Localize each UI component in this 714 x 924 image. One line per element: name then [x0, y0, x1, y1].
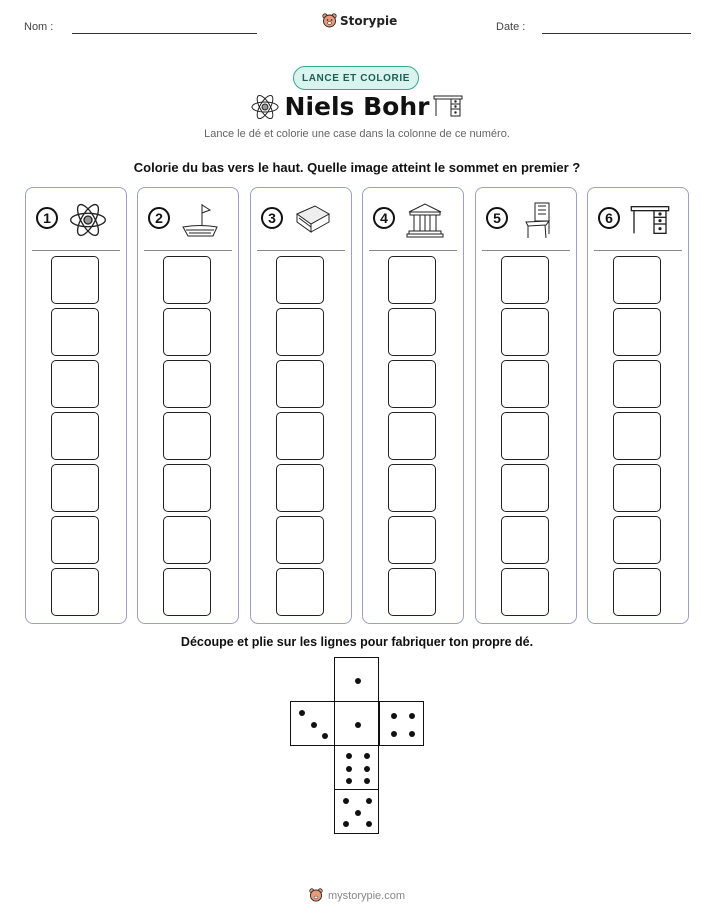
color-cell[interactable] [388, 256, 436, 304]
color-cell[interactable] [163, 516, 211, 564]
color-cell[interactable] [163, 568, 211, 616]
die-pip [343, 821, 349, 827]
color-cell[interactable] [501, 568, 549, 616]
bear-icon [322, 13, 337, 29]
die-pip [346, 766, 352, 772]
column-divider [32, 250, 120, 251]
museum-icon [405, 200, 445, 245]
brand-logo [322, 13, 397, 29]
color-cell[interactable] [613, 360, 661, 408]
die-pip [409, 713, 415, 719]
column-divider [482, 250, 570, 251]
subtitle: Lance le dé et colorie une case dans la colonne de ce numéro. [204, 128, 510, 140]
column-number: 6 [598, 207, 620, 229]
die-pip [364, 778, 370, 784]
name-line [72, 33, 257, 34]
color-cell[interactable] [163, 256, 211, 304]
column-divider [144, 250, 232, 251]
color-cell[interactable] [501, 464, 549, 512]
color-cell[interactable] [501, 412, 549, 460]
column-3 [250, 187, 352, 624]
color-cell[interactable] [613, 516, 661, 564]
name-label: Nom : [24, 21, 54, 33]
color-cell[interactable] [501, 256, 549, 304]
column-number: 2 [148, 207, 170, 229]
color-cell[interactable] [388, 568, 436, 616]
die-pip [322, 733, 328, 739]
color-cell[interactable] [388, 308, 436, 356]
die-pip [346, 753, 352, 759]
die-pip [355, 678, 361, 684]
activity-badge: LANCE ET COLORIE [293, 66, 419, 90]
color-cell[interactable] [388, 464, 436, 512]
column-number: 3 [261, 207, 283, 229]
column-1 [25, 187, 127, 624]
color-cell[interactable] [613, 308, 661, 356]
color-cell[interactable] [163, 308, 211, 356]
die-face-1 [334, 701, 379, 746]
color-cell[interactable] [51, 256, 99, 304]
column-2 [137, 187, 239, 624]
instruction: Colorie du bas vers le haut. Quelle image atteint le sommet en premier ? [133, 160, 581, 175]
die-pip [299, 710, 305, 716]
column-number: 4 [373, 207, 395, 229]
color-cell[interactable] [276, 568, 324, 616]
color-cell[interactable] [163, 464, 211, 512]
color-cell[interactable] [163, 412, 211, 460]
color-cell[interactable] [51, 516, 99, 564]
die-pip [343, 798, 349, 804]
color-cell[interactable] [501, 516, 549, 564]
color-cell[interactable] [163, 360, 211, 408]
footer-url: mystorypie.com [327, 889, 406, 902]
die-pip [391, 731, 397, 737]
color-cell[interactable] [51, 412, 99, 460]
die-face-6 [334, 745, 379, 790]
color-cell[interactable] [51, 360, 99, 408]
die-pip [355, 722, 361, 728]
die-pip [391, 713, 397, 719]
color-cell[interactable] [388, 412, 436, 460]
die-pip [355, 810, 361, 816]
atom-icon [68, 200, 108, 245]
date-line [542, 33, 691, 34]
bear-icon [309, 888, 323, 903]
column-number: 5 [486, 207, 508, 229]
die-pip [366, 821, 372, 827]
color-cell[interactable] [276, 464, 324, 512]
die-pip [364, 753, 370, 759]
column-divider [257, 250, 345, 251]
date-label: Date : [496, 21, 526, 33]
book-icon [293, 200, 333, 245]
color-cell[interactable] [51, 308, 99, 356]
color-cell[interactable] [276, 308, 324, 356]
color-cell[interactable] [501, 360, 549, 408]
color-cell[interactable] [388, 360, 436, 408]
die-face-1 [334, 657, 379, 702]
column-4 [362, 187, 464, 624]
color-cell[interactable] [276, 256, 324, 304]
color-cell[interactable] [276, 412, 324, 460]
color-cell[interactable] [613, 568, 661, 616]
die-pip [364, 766, 370, 772]
footer [0, 888, 714, 903]
die-pip [366, 798, 372, 804]
page-title: Niels Bohr [284, 92, 430, 121]
die-pip [346, 778, 352, 784]
color-cell[interactable] [51, 464, 99, 512]
color-cell[interactable] [613, 464, 661, 512]
color-cell[interactable] [388, 516, 436, 564]
die-face-5 [334, 789, 379, 834]
die-instruction: Découpe et plie sur les lignes pour fabriquer ton propre dé. [180, 635, 534, 649]
column-number: 1 [36, 207, 58, 229]
die-pip [311, 722, 317, 728]
color-cell[interactable] [51, 568, 99, 616]
column-divider [594, 250, 682, 251]
column-5 [475, 187, 577, 624]
chair-icon [518, 200, 558, 245]
color-cell[interactable] [276, 516, 324, 564]
brand-name: Storypie [340, 14, 398, 28]
color-cell[interactable] [613, 256, 661, 304]
column-divider [369, 250, 457, 251]
boat-icon [180, 200, 220, 245]
desk-icon [630, 200, 670, 245]
column-6 [587, 187, 689, 624]
color-cell[interactable] [501, 308, 549, 356]
die-pip [409, 731, 415, 737]
die-face-3 [290, 701, 335, 746]
color-cell[interactable] [276, 360, 324, 408]
color-cell[interactable] [613, 412, 661, 460]
desk-icon [433, 94, 463, 123]
die-face-4 [379, 701, 424, 746]
